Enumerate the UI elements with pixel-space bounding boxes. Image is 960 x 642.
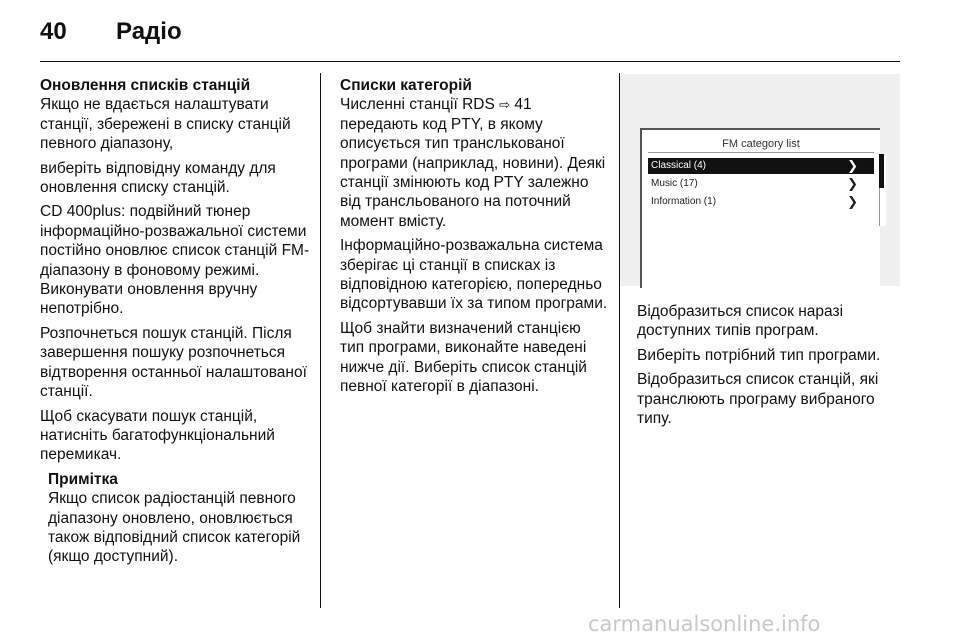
list-item-label: Information (1) [651, 196, 717, 207]
watermark: carmanualsonline.info [588, 612, 821, 636]
list-item-music[interactable] [648, 176, 874, 192]
list-item-label: Classical (4) [651, 160, 707, 171]
column-middle [340, 76, 608, 402]
note-text: Якщо список радіостанцій певного діапазону оновлено, оновлюється також відповідний список категорій (якщо доступний). [48, 490, 301, 566]
section-heading-category-lists: Списки категорій [340, 77, 472, 94]
chevron-right-icon: ❯ [847, 158, 858, 173]
page-number: 40 [40, 18, 67, 45]
scrollbar-thumb[interactable] [879, 154, 884, 188]
screen-divider [648, 152, 874, 153]
paragraph: Розпочнеться пошук станцій. Після завершення пошуку розпочнеться відтворення останньої налаштованої станції. [40, 324, 307, 401]
chevron-right-icon: ❯ [847, 176, 858, 191]
paragraph: Якщо не вдається налаштувати станції, збережені в списку станцій певного діапазону, [40, 96, 291, 153]
paragraph: Виберіть потрібний тип програми. [637, 346, 881, 364]
note-heading: Примітка [48, 470, 118, 488]
page-title: Радіо [116, 18, 182, 45]
chevron-right-icon: ❯ [847, 194, 858, 209]
paragraph: виберіть відповідну команду для оновлення списку станцій. [40, 159, 276, 197]
column-left [40, 76, 312, 572]
note-block [48, 470, 312, 567]
arrow-ref-icon[interactable]: ⇨ [499, 97, 511, 113]
paragraph: Інформаційно-розважальна система зберігає ці станції в списках із відповідною категорією, попередньо відсортувавши їх за типом програми. [340, 237, 608, 313]
list-item-label: Music (17) [651, 178, 698, 189]
paragraph: Відобразиться список станцій, які транслюють програму вибраного типу. [637, 371, 879, 428]
paragraph: Щоб знайти визначений станцією тип програми, виконайте наведені нижче дії. Виберіть список станцій певної категорії в діапазоні. [340, 319, 587, 396]
paragraph-text: Численні станції RDS [340, 96, 500, 114]
column-right [637, 302, 905, 433]
column-divider-left [320, 73, 321, 608]
header-rule [40, 61, 900, 62]
category-list-figure [620, 74, 900, 286]
display-screen [640, 128, 880, 288]
paragraph: CD 400plus: подвійний тюнер інформаційно-розважальної системи постійно оновлює список станцій FM-діапазону в фоновому режимі. Виконувати оновлення вручну непотрібно. [40, 203, 310, 318]
paragraph: Відобразиться список наразі доступних типів програм. [637, 303, 844, 340]
paragraph-rds [340, 95, 608, 231]
list-item-classical[interactable] [648, 158, 874, 174]
paragraph-text: 41 передають код PTY, в якому описується тип транслькованої програми (наприклад, новини). Деякі станції змінюють код PTY залежно від трансльованого на поточний момент вмісту. [340, 96, 606, 230]
section-heading-update-lists: Оновлення списків станцій [40, 77, 251, 94]
list-item-information[interactable] [648, 194, 874, 210]
paragraph: Щоб скасувати пошук станцій, натисніть багатофункціональний перемикач. [40, 407, 275, 464]
screen-title: FM category list [722, 138, 800, 150]
